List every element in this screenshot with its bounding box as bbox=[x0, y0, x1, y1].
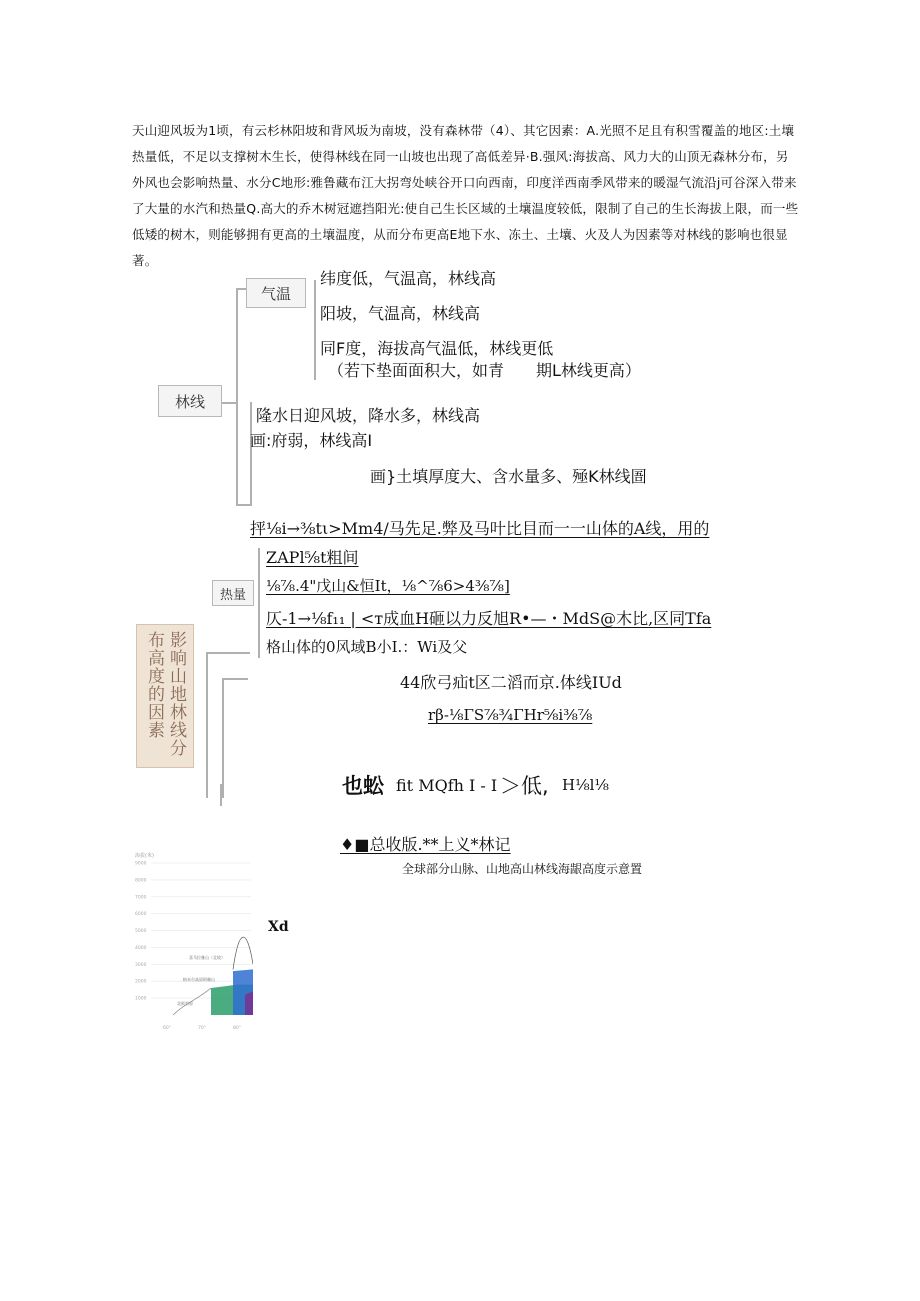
connector bbox=[222, 678, 248, 680]
connector bbox=[206, 652, 208, 798]
map2-line: ZAPl⅝t粗间 bbox=[266, 548, 359, 567]
chart-caption: 全球部分山脉、山地高山林线海龈高度示意置 bbox=[402, 862, 643, 876]
y-tick-label: 3000 bbox=[135, 962, 147, 968]
annotation: 喜马拉雅山（北坡） bbox=[189, 955, 225, 960]
connector bbox=[206, 652, 250, 654]
map1-line: 画:府弱，林线高I bbox=[250, 431, 373, 450]
map1-line: 纬度低，气温高，林线高 bbox=[320, 269, 497, 288]
map2-line: 抨⅛i→⅜tι>Mm4/马先足.弊及马叶比目而一一山体的A线，用的 bbox=[250, 519, 710, 538]
map2-line: ＞低, bbox=[500, 774, 549, 798]
x-tick-label: 80° bbox=[233, 1026, 241, 1031]
map2-line: fit MQfh I - I bbox=[396, 776, 498, 795]
summary-line: ♦■总收版.**上义*林记 bbox=[340, 835, 511, 854]
map2-line: 仄-1→⅛f₁₁ | <т成血H砸以力反旭R•—・MdS@木比,区同Tfa bbox=[266, 609, 712, 628]
y-tick-label: 7000 bbox=[135, 895, 147, 901]
root-node: 林线 bbox=[158, 385, 222, 417]
y-axis-label: 海拔(米) bbox=[135, 853, 154, 859]
map2-line: H⅛l⅛ bbox=[562, 776, 609, 794]
map2-line: 也蚣 bbox=[342, 774, 384, 798]
connector bbox=[250, 402, 252, 506]
map1-line: 同F度，海拔高气温低，林线更低 bbox=[320, 339, 554, 358]
map1-line: 阳坡，气温高，林线高 bbox=[320, 304, 481, 323]
connector bbox=[220, 784, 222, 806]
intro-paragraph: 天山迎风坂为1顷，有云杉林阳坡和背风坂为南坡，没有森林带（4）、其它因素：A.光照不足且有积雪覆盖的地区:土壤热量低，不足以支撑树木生长，使得林线在同一山坡也出现了高低差异·B.强风:海拔高、风力大的山顶无森林分布，另外风也会影响热量、水分C地形:雅鲁藏布江大拐弯处峡谷开口向西南，印度洋西南季风带来的暖湿气流沿j可谷深入带来了大量的水汽和热量Q.高大的乔木树冠遮挡阳光:使自己生长区域的土壤温度较低，限制了自己的生长海拔上限，而一些低矮的树木，则能够拥有更高的土壤温度，从而分布更高E地下水、冻土、土壤、火及人为因素等对林线的影响也很显著。 bbox=[132, 123, 799, 268]
map2-line: 格山体的0风域B小I.：Wi及父 bbox=[266, 638, 468, 656]
x-tick-label: 60° bbox=[163, 1026, 171, 1031]
factors-root-label: 影响山地林线分布高度的因素 bbox=[144, 631, 186, 757]
y-tick-label: 8000 bbox=[135, 878, 147, 884]
map1-line: 画}土填厚度大、含水量多、殛K林线圄 bbox=[370, 467, 647, 486]
factors-root-node bbox=[136, 624, 194, 768]
map1-line: （若下垫面面积大，如青 期L林线更高） bbox=[328, 361, 641, 380]
y-tick-label: 2000 bbox=[135, 979, 147, 985]
map2-line: 44欣弓疝t区二滔而京.体线IUd bbox=[400, 673, 622, 692]
y-tick-label: 1000 bbox=[135, 996, 147, 1002]
connector bbox=[258, 548, 260, 658]
y-tick-label: 4000 bbox=[135, 945, 147, 951]
connector bbox=[222, 678, 224, 798]
temperature-node: 气温 bbox=[246, 278, 306, 308]
map1-line: 隆水日迎风坡，降水多，林线高 bbox=[256, 406, 481, 425]
connector bbox=[236, 288, 238, 506]
connector bbox=[314, 280, 316, 380]
series-area bbox=[245, 991, 253, 1015]
y-tick-label: 9000 bbox=[135, 861, 147, 867]
annotation: 北极苔原 bbox=[177, 1001, 193, 1006]
treeline-elevation-chart bbox=[133, 847, 253, 1033]
x-tick-label: 70° bbox=[198, 1026, 206, 1031]
connector bbox=[236, 504, 250, 506]
heat-node: 热量 bbox=[212, 580, 254, 606]
map2-line: rβ-⅛ΓS⅞¾ΓHr⅝i⅜⅞ bbox=[428, 706, 593, 724]
y-tick-label: 5000 bbox=[135, 929, 147, 935]
chart-side-label: Xd bbox=[268, 919, 289, 935]
y-tick-label: 6000 bbox=[135, 912, 147, 918]
annotation: 帕米尔高原阿赖山 bbox=[183, 977, 215, 982]
map2-line: ⅛⅞.4"戊山&恒It，⅛^⅞6>4⅜⅞] bbox=[266, 577, 510, 595]
